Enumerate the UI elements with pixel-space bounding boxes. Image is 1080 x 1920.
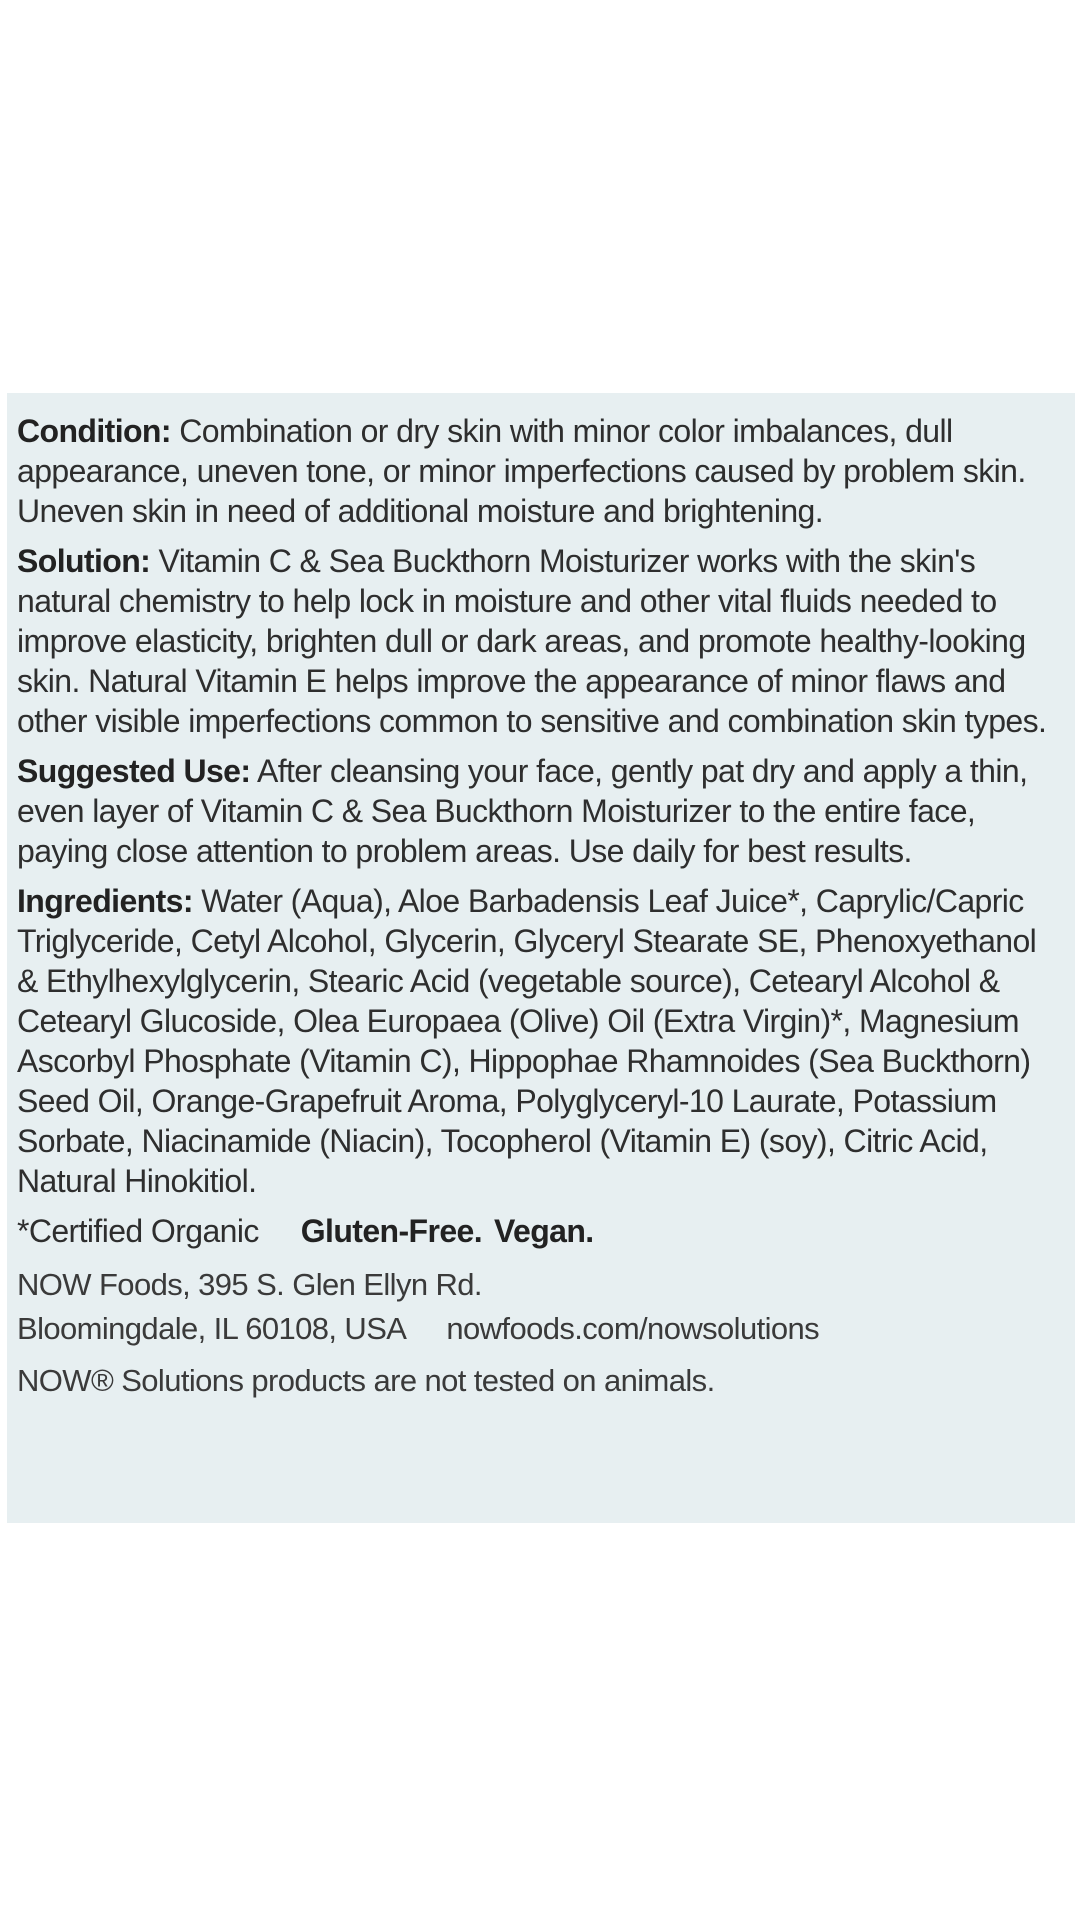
animal-testing-note: NOW® Solutions products are not tested on animals. [17, 1363, 715, 1398]
condition-text: Combination or dry skin with minor color imbalances, dull appearance, uneven tone, or minor imperfections caused by problem skin. Uneven skin in need of additional moisture and brightening. [17, 413, 1026, 529]
condition-paragraph [17, 411, 1063, 531]
gluten-free-badge: Gluten-Free. [300, 1213, 483, 1249]
address-line-1: NOW Foods, 395 S. Glen Ellyn Rd. [17, 1267, 482, 1302]
website-link[interactable]: nowfoods.com/nowsolutions [446, 1311, 820, 1346]
address-line-2 [17, 1307, 1063, 1351]
product-label-panel [7, 393, 1075, 1523]
address-city: Bloomingdale, IL 60108, USA [17, 1311, 407, 1346]
condition-heading: Condition: [17, 413, 171, 449]
vegan-badge: Vegan. [494, 1213, 594, 1249]
certified-organic-note: *Certified Organic [17, 1213, 259, 1249]
solution-text: Vitamin C & Sea Buckthorn Moisturizer works with the skin's natural chemistry to help lock in moisture and other vital fluids needed to improve elasticity, brighten dull or dark areas, and promote healthy-looking skin. Natural Vitamin E helps improve the appearance of minor flaws and other visible imperfections common to sensitive and combination skin types. [17, 543, 1047, 739]
certifications-row [17, 1211, 1063, 1251]
suggested-use-text: After cleansing your face, gently pat dry and apply a thin, even layer of Vitamin C & Sea Buckthorn Moisturizer to the entire face, paying close attention to problem areas. Use daily for best results. [17, 753, 1028, 869]
solution-paragraph [17, 541, 1063, 741]
ingredients-heading: Ingredients: [17, 883, 193, 919]
ingredients-text: Water (Aqua), Aloe Barbadensis Leaf Juice*, Caprylic/Capric Triglyceride, Cetyl Alcohol, Glycerin, Glyceryl Stearate SE, Phenoxyethanol & Ethylhexylglycerin, Stearic Acid (vegetable source), Cetearyl Alcohol & Cetearyl Glucoside, Olea Europaea (Olive) Oil (Extra Virgin)*, Magnesium Ascorbyl Phosphate (Vitamin C), Hippophae Rhamnoides (Sea Buckthorn) Seed Oil, Orange-Grapefruit Aroma, Polyglyceryl-10 Laurate, Potassium Sorbate, Niacinamide (Niacin), Tocopherol (Vitamin E) (soy), Citric Acid, Natural Hinokitiol. [17, 883, 1037, 1199]
suggested-use-paragraph [17, 751, 1063, 871]
solution-heading: Solution: [17, 543, 151, 579]
suggested-use-heading: Suggested Use: [17, 753, 251, 789]
ingredients-paragraph [17, 881, 1063, 1201]
